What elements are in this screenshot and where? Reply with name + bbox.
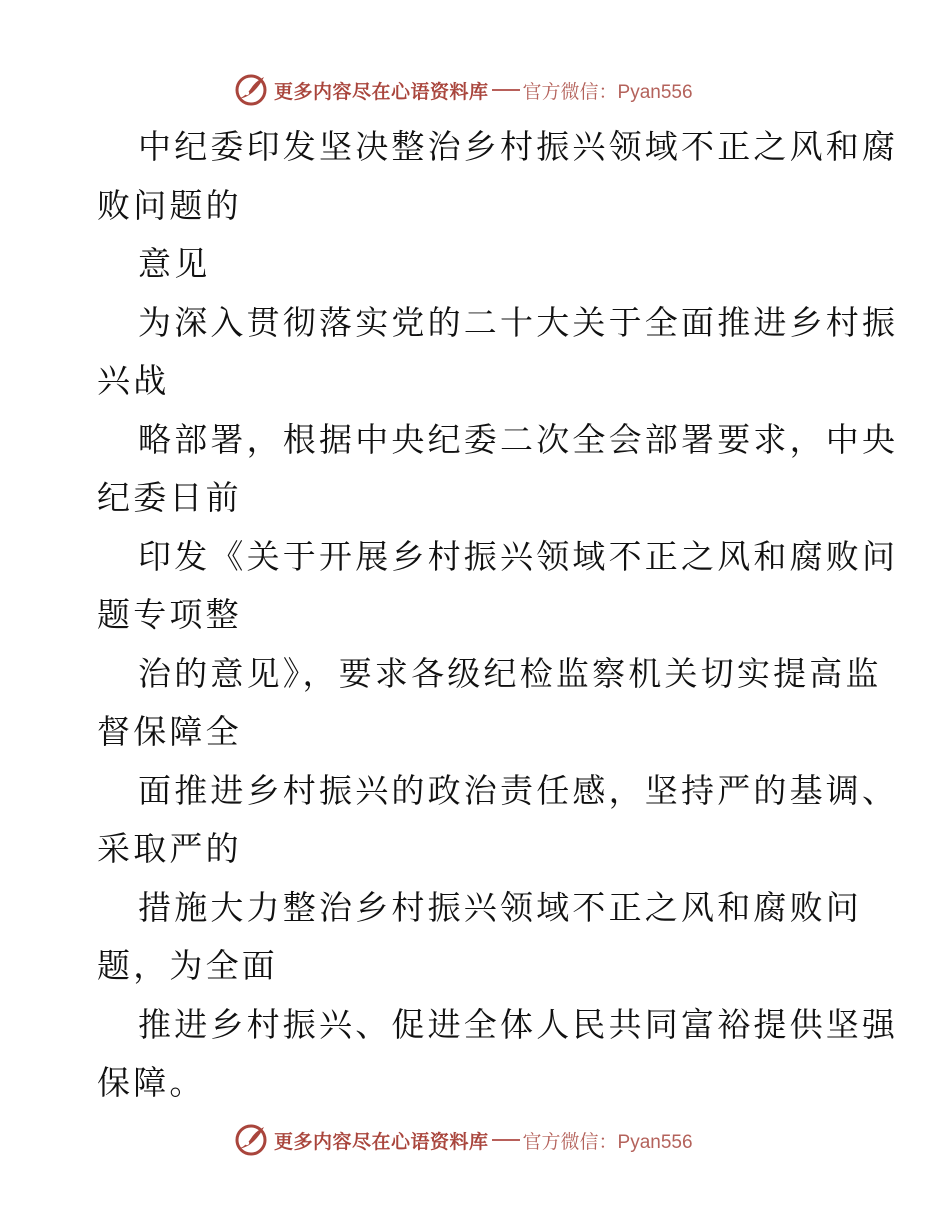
line-text: 推进乡村振兴、促进全体人民共同富裕提供坚强 <box>138 1004 899 1044</box>
line-text: 保障。 <box>97 1063 206 1102</box>
line-text: 兴战 <box>97 361 170 400</box>
line-text: 题专项整 <box>97 595 242 634</box>
paragraph <box>97 996 899 1113</box>
line-text: 意见 <box>138 244 211 283</box>
line-text: 败问题的 <box>97 185 242 225</box>
line-text: 为深入贯彻落实党的二十大关于全面推进乡村振 <box>138 302 899 342</box>
line-text: 略部署，根据中央纪委二次全会部署要求，中央 <box>138 419 899 459</box>
paragraph-title <box>97 118 899 235</box>
paragraph <box>97 645 882 762</box>
footer-watermark <box>234 1120 693 1160</box>
header-contact-text: 官方微信：Pyan556 <box>522 81 693 103</box>
line-text: 纪委日前 <box>97 478 242 517</box>
footer-dash-divider <box>492 1139 520 1141</box>
document-body <box>97 118 899 1113</box>
line-text: 督保障全 <box>97 712 242 751</box>
paragraph <box>97 294 899 411</box>
paragraph <box>97 411 899 528</box>
quill-pen-logo-icon <box>234 1123 268 1157</box>
header-dash-divider <box>492 89 520 91</box>
paragraph <box>97 762 899 879</box>
header-watermark <box>234 70 693 110</box>
line-text: 中纪委印发坚决整治乡村振兴领域不正之风和腐 <box>138 127 899 166</box>
quill-pen-logo-icon <box>234 73 268 107</box>
line-text: 采取严的 <box>97 829 242 868</box>
line-text: 治的意见》，要求各级纪检监察机关切实提高监 <box>138 653 882 693</box>
paragraph-subtitle <box>97 235 857 294</box>
paragraph <box>97 879 862 996</box>
header-brand-text: 更多内容尽在心语资料库 <box>274 80 489 103</box>
line-text: 题，为全面 <box>97 946 278 985</box>
footer-brand-text: 更多内容尽在心语资料库 <box>274 1130 489 1153</box>
line-text: 措施大力整治乡村振兴领域不正之风和腐败问 <box>138 887 862 927</box>
footer-contact-text: 官方微信：Pyan556 <box>522 1131 693 1153</box>
line-text: 面推进乡村振兴的政治责任感，坚持严的基调、 <box>138 770 899 810</box>
line-text: 印发《关于开展乡村振兴领域不正之风和腐败问 <box>138 536 899 576</box>
paragraph <box>97 528 899 645</box>
